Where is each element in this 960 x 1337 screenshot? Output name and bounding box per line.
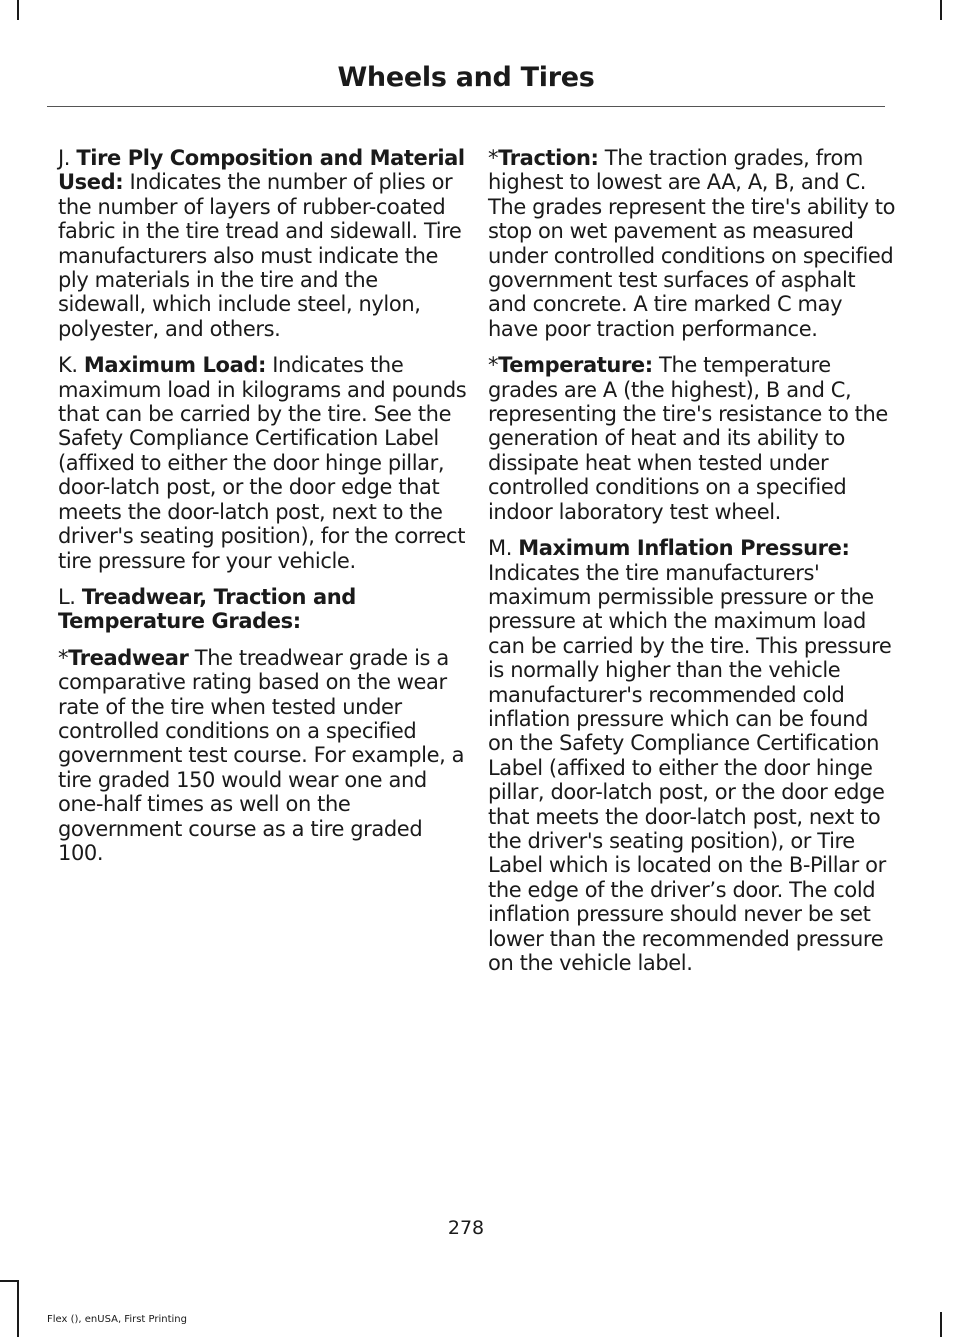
term-temperature: Temperature: (498, 353, 653, 378)
term-tire-ply-composition: Tire Ply Composition and Material Used: (58, 146, 465, 195)
paragraph-m (488, 536, 898, 975)
paragraph-temperature (488, 353, 898, 524)
item-prefix: M. (488, 536, 519, 561)
item-text: The temperature grades are A (the highest), B and C, representing the tire's resistance to the generation of heat and its ability to dissipate heat when tested under controlled conditions on a specified indoor laboratory test wheel. (488, 353, 888, 524)
term-maximum-inflation-pressure: Maximum Inflation Pressure: (518, 536, 850, 561)
item-prefix: * (58, 645, 69, 670)
paragraph-j (58, 146, 468, 341)
item-text: The traction grades, from highest to lowest are AA, A, B, and C. The grades represent the tire's ability to stop on wet pavement as measured under controlled conditions on specified government test surfaces of asphalt and concrete. A tire marked C may have poor traction performance. (488, 146, 896, 341)
item-prefix: L. (58, 584, 82, 609)
crop-mark-top-left (17, 0, 19, 20)
paragraph-treadwear (58, 646, 468, 866)
page-title: Wheels and Tires (337, 62, 595, 93)
term-traction: Traction: (498, 146, 599, 170)
paragraph-l (58, 585, 468, 634)
crop-mark-bottom-right-vertical (940, 1312, 942, 1337)
header-rule (47, 106, 885, 107)
item-text: Indicates the tire manufacturers' maximum permissible pressure or the pressure at which the maximum load can be carried by the tire. This pressure is normally higher than the vehicle manufacturer's recommended cold inflation pressure which can be found on the Safety Compliance Certification Label (affixed to either the door hinge pillar, door-latch post, or the door edge that meets the door-latch post, next to the driver's seating position), or Tire Label which is located on the B-Pillar or the edge of the driver’s door. The cold inflation pressure should never be set lower than the recommended pressure on the vehicle label. (488, 560, 892, 975)
footer-text: Flex (), enUSA, First Printing (47, 1314, 187, 1325)
right-column (488, 146, 898, 987)
item-text: Indicates the number of plies or the number of layers of rubber-coated fabric in the tire tread and sidewall. Tire manufacturers also must indicate the ply materials in the tire and the sidewall, which include steel, nylon, polyester, and others. (58, 170, 462, 341)
term-treadwear: Treadwear (68, 645, 189, 670)
term-grades: Treadwear, Traction and Temperature Grades: (58, 584, 356, 634)
crop-mark-bottom-left-vertical (17, 1280, 19, 1337)
item-prefix: * (488, 353, 499, 378)
item-text: The treadwear grade is a comparative rating based on the wear rate of the tire when tested under controlled conditions on a specified government test course. For example, a tire graded 150 would wear one and one-half times as well on the government course as a tire graded 100. (58, 645, 465, 865)
paragraph-traction (488, 146, 898, 341)
item-prefix: J. (58, 146, 77, 170)
item-text: Indicates the maximum load in kilograms and pounds that can be carried by the tire. See the Safety Compliance Certification Label (affixed to either the door hinge pillar, door-latch post, or the door edge that meets the door-latch post, next to the driver's seating position), for the correct tire pressure for your vehicle. (58, 353, 467, 573)
item-prefix: K. (58, 353, 84, 378)
page-number: 278 (447, 1217, 485, 1239)
item-prefix: * (488, 146, 499, 170)
left-column (58, 146, 468, 877)
crop-mark-top-right (940, 0, 942, 20)
term-maximum-load: Maximum Load: (83, 353, 266, 378)
paragraph-k (58, 353, 468, 573)
crop-mark-bottom-left-horizontal (0, 1280, 18, 1282)
